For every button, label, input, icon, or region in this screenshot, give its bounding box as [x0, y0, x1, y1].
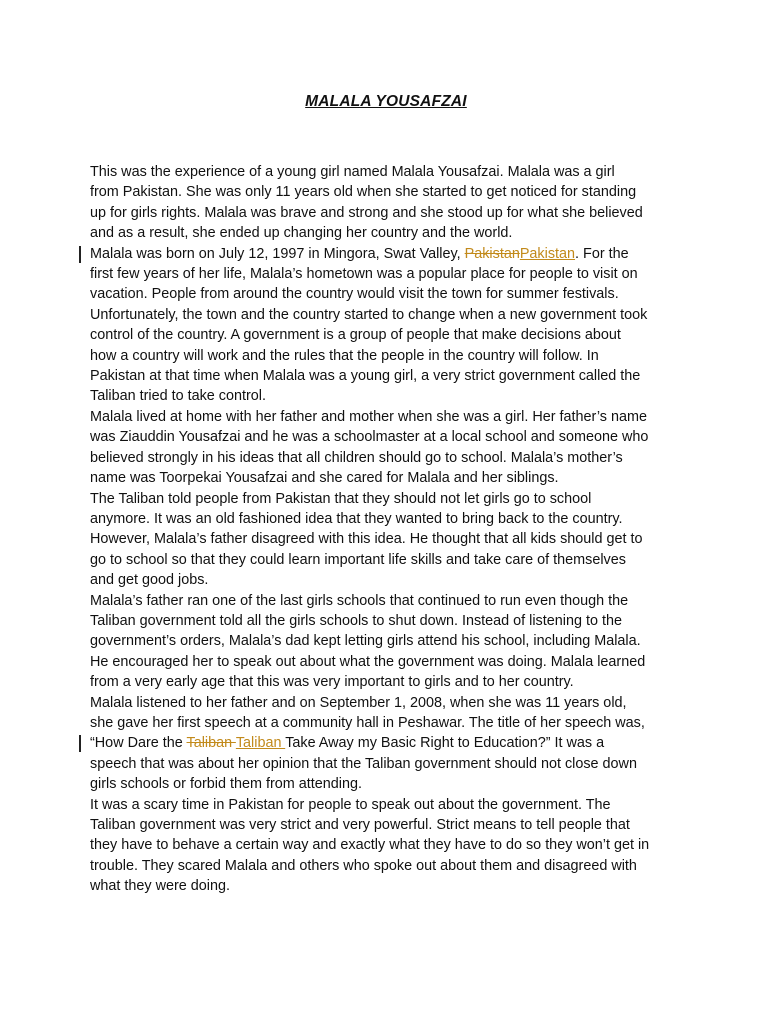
text-line: The Taliban told people from Pakistan that they should not let girls go to school — [90, 490, 592, 507]
text-segment: Take Away my Basic Right to Education?” It was a — [285, 735, 605, 752]
deleted-text: Taliban — [186, 735, 236, 752]
text-line: girls schools or forbid them from attending. — [90, 776, 362, 793]
text-line: from Pakistan. She was only 11 years old when she started to get noticed for standing — [90, 184, 637, 201]
text-line: from a very early age that this was very important to girls and to her country. — [90, 674, 574, 691]
text-segment: . For the — [575, 245, 629, 262]
text-line: Taliban government told all the girls schools to shut down. Instead of listening to the — [90, 612, 622, 629]
text-line: He encouraged her to speak out about what the government was doing. Malala learned — [90, 653, 646, 670]
text-line: Malala listened to her father and on September 1, 2008, when she was 11 years old, — [90, 694, 627, 711]
document-title: MALALA YOUSAFZAI — [305, 93, 467, 110]
text-line: name was Toorpekai Yousafzai and she cared for Malala and her siblings. — [90, 470, 559, 487]
inserted-text: Pakistan — [519, 245, 576, 262]
text-line: how a country will work and the rules that the people in the country will follow. In — [90, 347, 599, 364]
text-line: anymore. It was an old fashioned idea that they wanted to bring back to the country. — [90, 510, 623, 527]
text-line: It was a scary time in Pakistan for people to speak out about the government. The — [90, 796, 611, 813]
change-bar — [79, 246, 81, 263]
text-line: and get good jobs. — [90, 572, 209, 589]
text-segment: Malala was born on July 12, 1997 in Mingora, Swat Valley, — [90, 245, 465, 262]
text-line: Unfortunately, the town and the country started to change when a new government took — [90, 306, 648, 323]
text-line: Malala’s father ran one of the last girls schools that continued to run even though the — [90, 592, 629, 609]
deleted-text: Pakistan — [464, 245, 520, 262]
change-bar — [79, 735, 81, 752]
text-line: Malala lived at home with her father and mother when she was a girl. Her father’s name — [90, 408, 647, 425]
text-line: control of the country. A government is a group of people that make decisions about — [90, 327, 621, 344]
text-line: go to school so that they could learn important life skills and take care of themselves — [90, 551, 626, 568]
text-line: she gave her first speech at a community hall in Peshawar. The title of her speech was, — [90, 714, 645, 731]
text-line: speech that was about her opinion that the Taliban government should not close down — [90, 755, 637, 772]
text-line: what they were doing. — [90, 878, 230, 895]
text-line: was Ziauddin Yousafzai and he was a schoolmaster at a local school and someone who — [90, 429, 649, 446]
text-line: they have to behave a certain way and exactly what they have to do so they won’t get in — [90, 837, 650, 854]
text-line: Taliban tried to take control. — [90, 388, 266, 405]
text-line: However, Malala’s father disagreed with this idea. He thought that all kids should get to — [90, 531, 643, 548]
text-segment: “How Dare the — [90, 735, 187, 752]
text-line-tracked-change — [90, 244, 710, 264]
text-line: believed strongly in his ideas that all children should go to school. Malala’s mother’s — [90, 449, 623, 466]
text-line: trouble. They scared Malala and others who spoke out about them and disagreed with — [90, 857, 637, 874]
text-line-tracked-change — [90, 733, 710, 753]
text-line: Pakistan at that time when Malala was a young girl, a very strict government called the — [90, 368, 641, 385]
inserted-text: Taliban — [235, 735, 286, 752]
document-body — [90, 162, 710, 897]
text-line: Taliban government was very strict and very powerful. Strict means to tell people that — [90, 817, 630, 833]
text-line: first few years of her life, Malala’s hometown was a popular place for people to visit on — [90, 266, 638, 283]
text-line: government’s orders, Malala’s dad kept letting girls attend his school, including Malala. — [90, 633, 641, 650]
text-line: and as a result, she ended up changing her country and the world. — [90, 225, 513, 242]
text-line: This was the experience of a young girl named Malala Yousafzai. Malala was a girl — [90, 164, 615, 180]
text-line: up for girls rights. Malala was brave and strong and she stood up for what she believed — [90, 204, 643, 221]
text-line: vacation. People from around the country would visit the town for summer festivals. — [90, 286, 619, 303]
